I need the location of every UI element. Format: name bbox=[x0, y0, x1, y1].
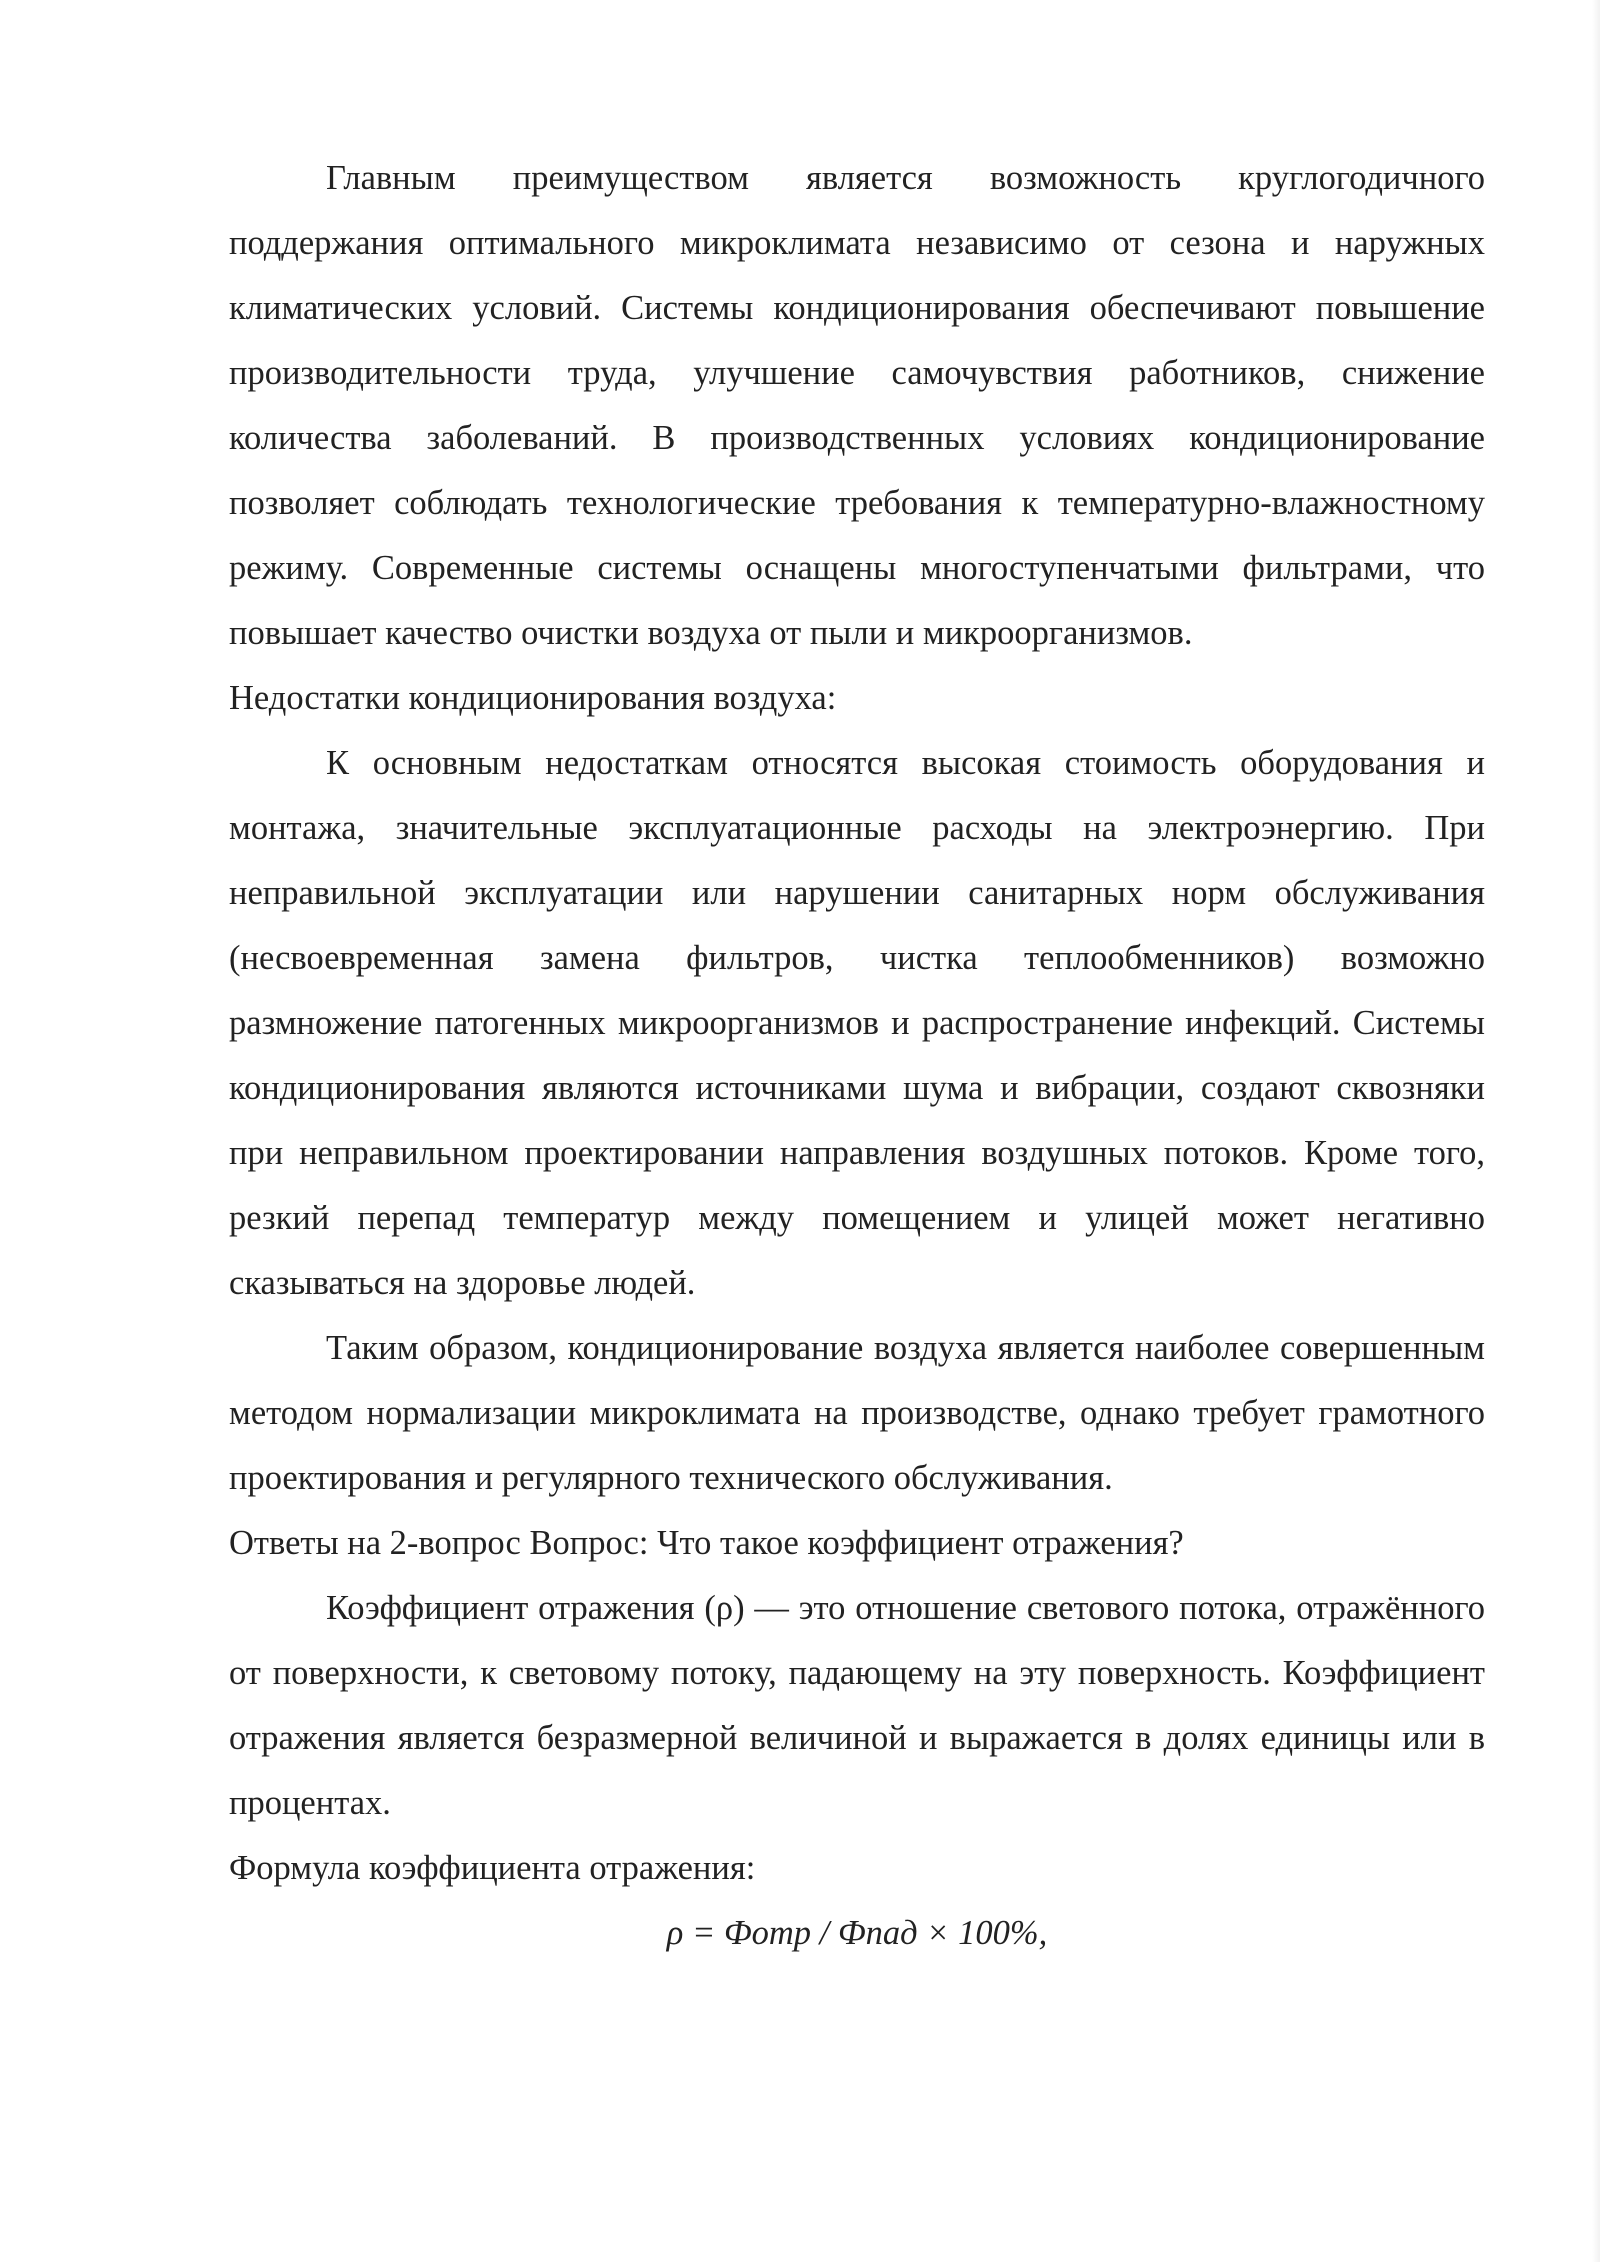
heading-disadvantages: Недостатки кондиционирования воздуха: bbox=[229, 679, 837, 717]
page-edge-shadow bbox=[1592, 0, 1600, 2262]
heading-question-2: Ответы на 2-вопрос Вопрос: Что такое коэффициент отражения? bbox=[229, 1524, 1184, 1562]
paragraph-disadvantages: К основным недостаткам относятся высокая стоимость оборудования и монтажа, значительные эксплуатационные расходы на электроэнергию. При неправильной эксплуатации или нарушении санитарных норм обслуживания (несвоевременная замена фильтров, чистка теплообменников) возможно размножение патогенных микроорганизмов и распространение инфекций. Системы кондиционирования являются источниками шума и вибрации, создают сквозняки при неправильном проектировании направления воздушных потоков. Кроме того, резкий перепад температур между помещением и улицей может негативно сказываться на здоровье людей. bbox=[229, 744, 1485, 1302]
formula-reflection-coefficient: ρ = Фотр / Фпад × 100%, bbox=[666, 1914, 1048, 1952]
heading-formula: Формула коэффициента отражения: bbox=[229, 1849, 756, 1887]
paragraph-reflection-definition: Коэффициент отражения (ρ) — это отношение светового потока, отражённого от поверхности, к световому потоку, падающему на эту поверхность. Коэффициент отражения является безразмерной величиной и выражается в долях единицы или в процентах. bbox=[229, 1589, 1485, 1822]
paragraph-conclusion: Таким образом, кондиционирование воздуха является наиболее совершенным методом нормализации микроклимата на производстве, однако требует грамотного проектирования и регулярного технического обслуживания. bbox=[229, 1329, 1485, 1497]
document-body bbox=[229, 146, 1485, 1966]
paragraph-advantages: Главным преимуществом является возможность круглогодичного поддержания оптимального микроклимата независимо от сезона и наружных климатических условий. Системы кондиционирования обеспечивают повышение производительности труда, улучшение самочувствия работников, снижение количества заболеваний. В производственных условиях кондиционирование позволяет соблюдать технологические требования к температурно-влажностному режиму. Современные системы оснащены многоступенчатыми фильтрами, что повышает качество очистки воздуха от пыли и микроорганизмов. bbox=[229, 159, 1485, 652]
